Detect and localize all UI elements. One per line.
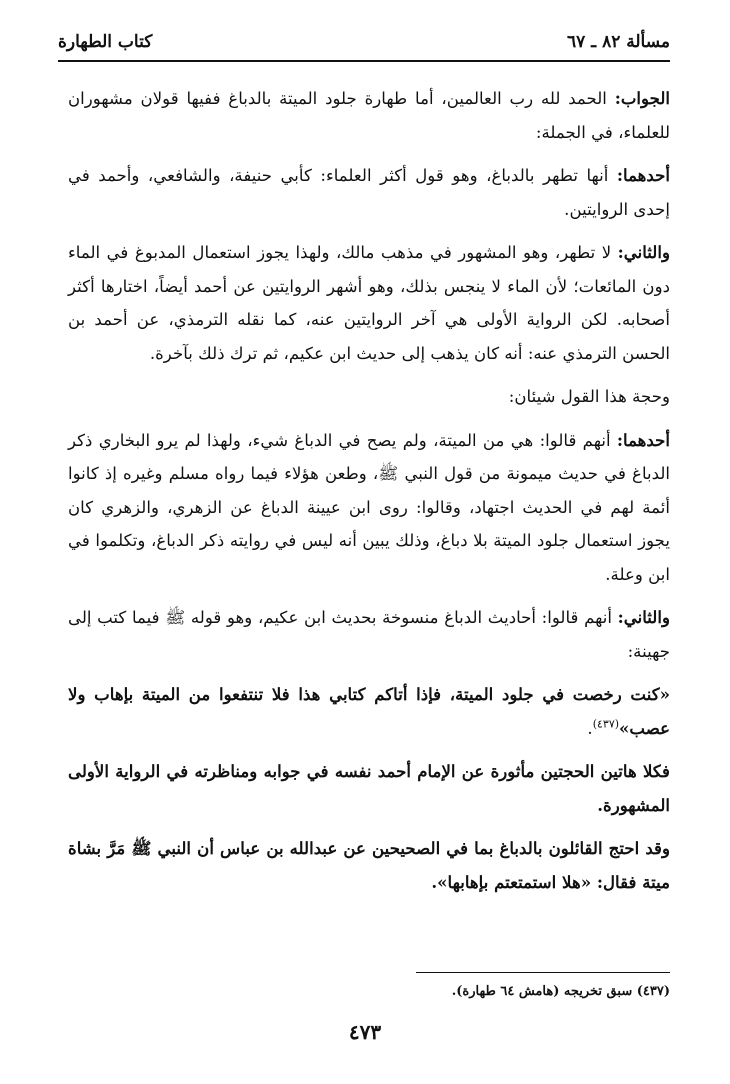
paragraph-counter-evidence	[68, 832, 670, 899]
paragraph-text: وقد احتج القائلون بالدباغ بما في الصحيحين عن عبدالله بن عباس أن النبي ﷺ مَرَّ بشاة ميتة فقال: «هلا استمتعتم بإهابها».	[68, 838, 670, 892]
paragraph-lead: الجواب:	[614, 88, 670, 108]
paragraph-first-argument	[68, 424, 670, 592]
footnote-reference: (٤٣٧)	[592, 716, 620, 730]
footnote-divider	[416, 972, 670, 973]
paragraph-text: لا تطهر، وهو المشهور في مذهب مالك، ولهذا يجوز استعمال المدبوغ في الماء دون المائعات؛ لأن الماء لا ينجس بذلك، وهو أشهر الروايتين عن أحمد أيضاً، اختارها أكثر أصحابه. لكن الرواية الأولى هي آخر الروايتين عنه، كما نقله الترمذي، عن أحمد بن الحسن الترمذي عنه: أنه كان يذهب إلى حديث ابن عكيم، ثم ترك ذلك بآخرة.	[68, 243, 671, 363]
paragraph-lead: أحدهما:	[616, 429, 670, 450]
paragraph-second-opinion	[68, 236, 670, 370]
paragraph-text: فكلا هاتين الحجتين مأثورة عن الإمام أحمد نفسه في جوابه ومناظرته في الرواية الأولى المشهورة.	[68, 761, 670, 815]
paragraph-text: أنهم قالوا: هي من الميتة، ولم يصح في الدباغ شيء، ولهذا لم يرو البخاري ذكر الدباغ في حديث ميمونة من قول النبي ﷺ، وطعن هؤلاء فيما رواه مسلم وغيره إذ كانوا أئمة لهم في الحديث اجتهاد، وقالوا: روى ابن عيينة الدباغ عن الزهري، والزهري كان يجوز استعمال جلود الميتة بلا دباغ، وذلك يبين أنه ليس في روايته ذكر الدباغ، وتكلموا في ابن وعلة.	[68, 430, 670, 584]
paragraph-lead: والثاني:	[617, 242, 670, 262]
paragraph-argument-intro	[68, 380, 670, 414]
paragraph-hadith-quote	[68, 678, 670, 745]
paragraph-second-argument	[68, 601, 670, 668]
paragraph-both-arguments	[68, 755, 670, 822]
footnote: (٤٣٧) سبق تخريجه (هامش ٦٤ طهارة).	[451, 984, 670, 999]
paragraph-first-opinion	[68, 159, 670, 226]
paragraph-text: وحجة هذا القول شيئان:	[508, 387, 670, 406]
page-number: ٤٧٣	[348, 1020, 382, 1044]
header-book-title: كتاب الطهارة	[58, 32, 153, 52]
paragraph-text: أنها تطهر بالدباغ، وهو قول أكثر العلماء: كأبي حنيفة، والشافعي، وأحمد في إحدى الروايتين.	[68, 166, 670, 219]
page-body	[68, 82, 670, 909]
paragraph-text: الحمد لله رب العالمين، أما طهارة جلود الميتة بالدباغ ففيها قولان مشهوران للعلماء، في الجملة:	[68, 89, 670, 142]
header-divider	[58, 60, 670, 62]
header-issue-number: مسألة ٨٢ ـ ٦٧	[566, 32, 670, 52]
paragraph-lead: أحدهما:	[616, 165, 670, 185]
paragraph-text: أنهم قالوا: أحاديث الدباغ منسوخة بحديث ابن عكيم، وهو قوله ﷺ فيما كتب إلى جهينة:	[68, 608, 670, 661]
running-header	[58, 30, 670, 58]
paragraph-answer	[68, 82, 670, 149]
paragraph-lead: والثاني:	[617, 607, 670, 627]
paragraph-tail: .	[587, 718, 593, 738]
paragraph-text: «كنت رخصت في جلود الميتة، فإذا أتاكم كتابي هذا فلا تنتفعوا من الميتة بإهاب ولا عصب»	[68, 684, 670, 738]
